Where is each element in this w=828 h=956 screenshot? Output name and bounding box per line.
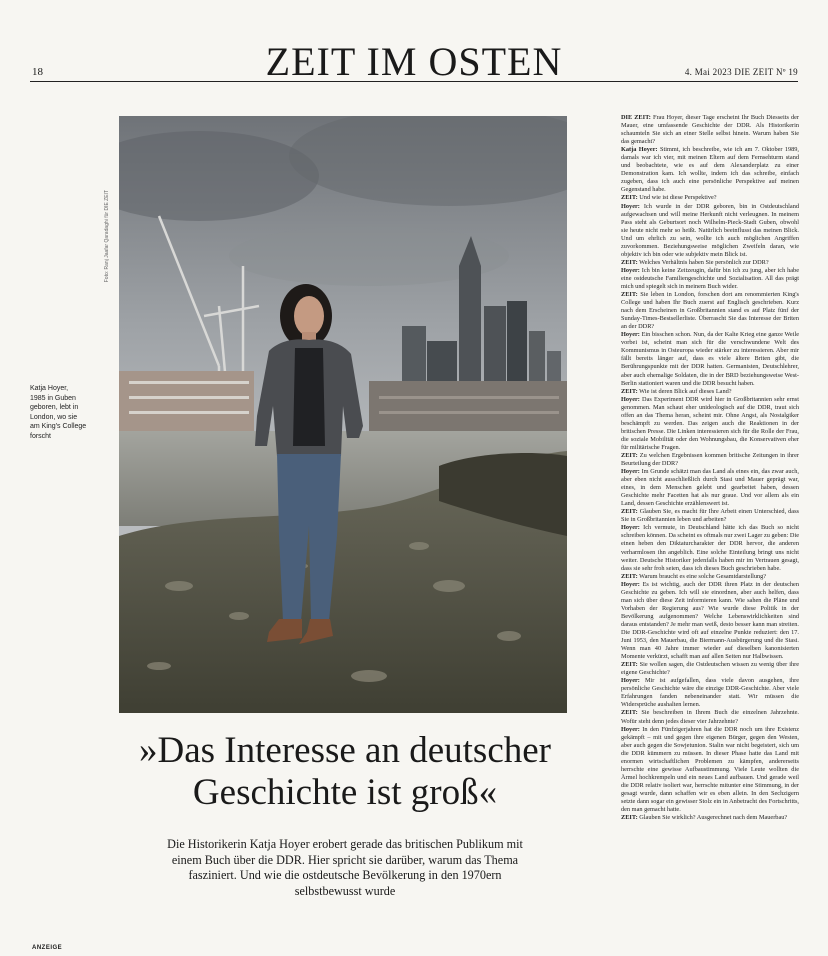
caption-line: am King's College bbox=[30, 423, 87, 430]
headline bbox=[100, 730, 590, 814]
speaker-label: ZEIT: bbox=[621, 387, 638, 395]
interview-paragraph bbox=[621, 259, 799, 267]
speaker-label: ZEIT: bbox=[621, 661, 638, 669]
paragraph-text: Und wie ist diese Perspektive? bbox=[637, 194, 717, 202]
speaker-label: Hoyer: bbox=[621, 331, 640, 339]
photo-illustration bbox=[119, 116, 567, 713]
headline-line: Geschichte ist groß« bbox=[192, 772, 498, 813]
paragraph-text: Mir ist aufgefallen, dass viele davon ausgehen, ihre persönliche Geschichte wäre die einzige DDR-Geschichte. Aber viele Erfahrungen fanden nebeneinander statt. Wir müssen die Widersprüche aushalten lernen. bbox=[621, 677, 799, 709]
paragraph-text: In den Fünfzigerjahren hat die DDR noch um ihre Existenz gekämpft – mit und gegen ihre eigenen Bürger, gegen den Westen, aber auch gegen die Sowjetunion. Stalin war nicht begeistert, sich um die DDR kümmern zu müssen. In dieser Phase hatte das Land mit enormen wirtschaftlichen Problemen zu kämpfen, andererseits herrschte eine gewisse Aufbaustimmung. Viele Leute wollten die Ärmel hochkrempeln und ein neues Land aufbauen. Und gerade weil die DDR relativ isoliert war, herrschte mitunter eine Stimmung, in der gesagt wurde, dann schaffen wir es eben allein. In den Sechzigern setzte dann sogar ein gewisser Stolz ein in Anbetracht des Fortschritts, den man gemacht hatte. bbox=[621, 725, 799, 814]
portrait-photo bbox=[119, 116, 567, 713]
lead-paragraph bbox=[150, 837, 540, 899]
lead-line: einem Buch über die DDR. Hier spricht sie darüber, warum das Thema bbox=[171, 852, 519, 867]
paragraph-text: Ich bin keine Zeitzeugin, dafür bin ich zu jung, aber ich habe eine ostdeutsche Familiengeschichte und Sozialisation. All das prägt mich und spiegelt sich in meinem Buch wider. bbox=[621, 266, 799, 290]
caption-line: forscht bbox=[30, 432, 52, 440]
paragraph-text: Im Grunde schätzt man das Land als eines ein, das zwar auch, aber eben nicht ausschließlich durch Stasi und Mauer geprägt war, eines, in dem Menschen gelebt und gearbeitet haben, dessen Geschichte mehr Facetten hat als nur graue. Und vor allem als ein Land, dessen Geschichte erzählenswert ist. bbox=[621, 468, 799, 508]
paragraph-text: Das Experiment DDR wird hier in Großbritannien sehr ernst genommen. Man schaut eher unideologisch auf die DDR, traut sich offen an das Thema heran, scheint mir. Ohne Angst, als Nostalgiker beschämpft zu werden. Das zeigen auch die Reaktionen in der britischen Presse. Die Linken interessieren sich für die Rolle der Frau, die soziale Mobilität oder den Wohnungsbau, die Konservativen eher für militärische Fragen. bbox=[621, 395, 799, 451]
interview-paragraph bbox=[621, 677, 799, 709]
speaker-label: Hoyer: bbox=[621, 266, 640, 274]
caption-line: London, wo sie bbox=[30, 413, 78, 421]
interview-paragraph bbox=[621, 661, 799, 677]
speaker-label: Hoyer: bbox=[621, 524, 640, 532]
caption-line: 1985 in Guben bbox=[30, 394, 76, 402]
speaker-label: ZEIT: bbox=[621, 709, 638, 717]
lead-line: fasziniert. Und wie die ostdeutsche Bevölkerung in den 1970ern bbox=[188, 868, 502, 882]
interview-paragraph bbox=[621, 573, 799, 581]
interview-paragraph bbox=[621, 814, 799, 822]
paragraph-text: Sie wollen sagen, die Ostdeutschen wissen zu wenig über ihre eigene Geschichte? bbox=[621, 661, 799, 677]
caption-line: Katja Hoyer, bbox=[30, 385, 69, 392]
paragraph-text: Ein bisschen schon. Nun, da der Kalte Krieg eine ganze Weile vorbei ist, scheint man sich für die verschwundene Welt des Kommunismus in Osteuropa wieder stärker zu interessieren. Aber mir fällt bereits länger auf, dass es viele ältere Briten gibt, die Berührungspunkte mit der DDR hatten. Germanisten, Deutschlehrer, aber auch ehemalige Soldaten, die in der BRD beziehungsweise West-Berlin stationiert waren und die DDR besucht haben. bbox=[621, 331, 799, 387]
photo-credit: Foto: Ranj Jaafar Qaradaghi für DIE ZEIT bbox=[104, 190, 110, 283]
interview-paragraph bbox=[621, 114, 799, 146]
interview-paragraph bbox=[621, 203, 799, 259]
interview-paragraph bbox=[621, 146, 799, 194]
interview-paragraph bbox=[621, 726, 799, 815]
headline-line: »Das Interesse an deutscher bbox=[139, 730, 551, 771]
speaker-label: Hoyer: bbox=[621, 725, 640, 733]
speaker-label: DIE ZEIT: bbox=[621, 114, 651, 121]
speaker-label: Hoyer: bbox=[621, 580, 640, 588]
paragraph-text: Sie beschreiben in Ihrem Buch die einzelnen Jahrzehnte. Wofür steht denn jedes dieser vier Jahrzehnte? bbox=[621, 709, 799, 725]
interview-paragraph bbox=[621, 194, 799, 202]
interview-paragraph bbox=[621, 524, 799, 572]
speaker-label: ZEIT: bbox=[621, 572, 638, 580]
paragraph-text: Es ist wichtig, auch der DDR ihren Platz in der deutschen Geschichte zu geben. Ich will sie einordnen, aber auch helfen, dass man sich über diese Zeit informieren kann. Wie sahen die Pläne und Vorhaben der Regierung aus? Wie wurde diese Politik in der Bevölkerung aufgenommen? Welche Lebenswirklichkeiten sind daraus entstanden? Je mehr man weiß, desto besser kann man streiten. Die DDR-Geschichte wird oft auf einzelne Punkte reduziert: den 17. Juni 1953, den Mauerbau, die Biermann-Ausbürgerung und die Stasi. Wenn man 40 Jahre immer wieder auf dieselben kanonisierten Momente verkürzt, schafft man auf allen Seiten nur Halbwissen. bbox=[621, 580, 799, 661]
lead-line: selbstbewusst wurde bbox=[294, 883, 396, 898]
header-rule bbox=[30, 81, 798, 82]
speaker-label: ZEIT: bbox=[621, 814, 638, 822]
page-number: 18 bbox=[32, 66, 43, 78]
interview-paragraph bbox=[621, 508, 799, 524]
interview-paragraph bbox=[621, 331, 799, 387]
interview-paragraph bbox=[621, 267, 799, 291]
speaker-label: ZEIT: bbox=[621, 291, 638, 299]
paragraph-text: Wie ist deren Blick auf dieses Land? bbox=[637, 387, 732, 395]
paragraph-text: Zu welchen Ergebnissen kommen britische Zeitungen in ihrer Beurteilung der DDR? bbox=[621, 451, 799, 468]
interview-paragraph bbox=[621, 709, 799, 725]
interview-paragraph bbox=[621, 468, 799, 508]
interview-paragraph bbox=[621, 452, 799, 468]
paragraph-text: Stimmt, ich beschreibe, wie ich am 7. Oktober 1989, damals war ich vier, mit meinen Eltern auf dem Fernsehturm stand und beobachtete, wie es auf dem Alexanderplatz zu einer Demonstration kam. Ich wollte, indem ich das schreibe, einfach zugeben, dass ich auch eine persönliche Perspektive auf meinen Gegenstand habe. bbox=[621, 146, 799, 194]
paragraph-text: Frau Hoyer, dieser Tage erscheint Ihr Buch Diesseits der Mauer, eine umfassende Geschichte der DDR. Als Historikerin schaumteln Sie sich an einer Stelle selbst hinein. Warum haben Sie das gemacht? bbox=[621, 114, 800, 146]
paragraph-text: Warum braucht es eine solche Gesamtdarstellung? bbox=[637, 572, 767, 580]
caption-line: geboren, lebt in bbox=[30, 404, 79, 411]
paragraph-text: Sie leben in London, forschen dort am renommierten King's College und haben Ihr Buch zuerst auf Englisch geschrieben. Kurz nach dem Erscheinen in Großbritannien stand es auf Platz fünf der Sunday-Times-Bestsellerliste. Überrascht Sie das Interesse der Briten an der DDR? bbox=[621, 291, 799, 331]
paragraph-text: Ich vermute, in Deutschland hätte ich das Buch so nicht schreiben können. Da scheint es oftmals nur zwei Lager zu geben: Die einen heben den Diktaturcharakter der DDR hervor, die anderen verharmlosen ihn angeblich. Eine solche Einteilung bringt uns nicht weiter. Deutsche Historiker jedenfalls haben mir im Vertrauen gesagt, dass sie sehr froh seien, dass ich dieses Buch geschrieben habe. bbox=[621, 524, 799, 572]
paragraph-text: Welches Verhältnis haben Sie persönlich zur DDR? bbox=[637, 258, 769, 266]
speaker-label: Katja Hoyer: bbox=[621, 146, 658, 154]
speaker-label: Hoyer: bbox=[621, 468, 640, 476]
speaker-label: ZEIT: bbox=[621, 451, 638, 459]
speaker-label: ZEIT: bbox=[621, 194, 638, 202]
speaker-label: Hoyer: bbox=[621, 677, 640, 685]
speaker-label: ZEIT: bbox=[621, 258, 638, 266]
interview-paragraph bbox=[621, 396, 799, 452]
speaker-label: Hoyer: bbox=[621, 395, 640, 403]
photo-caption bbox=[30, 384, 113, 441]
speaker-label: ZEIT: bbox=[621, 508, 638, 516]
interview-paragraph bbox=[621, 388, 799, 396]
speaker-label: Hoyer: bbox=[621, 202, 640, 210]
interview-paragraph bbox=[621, 291, 799, 331]
paragraph-text: Ich wurde in der DDR geboren, bin in Ostdeutschland aufgewachsen und will meine Herkunft nicht verleugnen. In meinem Pass steht als Geburtsort noch Wilhelm-Pieck-Stadt Guben, obwohl sie heute nicht mehr so heißt. Natürlich beeinflusst das meinen Blick. Und um ehrlich zu sein, wollte ich auch möglichen Angriffen zuvorkommen. Beziehungsweise möglichen Zweifeln daran, wie objektiv ich bin oder wie subjektiv mein Blick ist. bbox=[621, 202, 799, 258]
section-title: ZEIT IM OSTEN bbox=[265, 39, 563, 84]
interview-column bbox=[621, 114, 799, 822]
interview-paragraph bbox=[621, 581, 799, 661]
advertisement-label: ANZEIGE bbox=[32, 945, 63, 951]
issue-info: 4. Mai 2023 DIE ZEIT Nº 19 bbox=[684, 67, 798, 77]
lead-line: Die Historikerin Katja Hoyer erobert gerade das britischen Publikum mit bbox=[167, 837, 523, 851]
paragraph-text: Glauben Sie wirklich? Ausgerechnet nach dem Mauerbau? bbox=[637, 814, 788, 822]
paragraph-text: Glauben Sie, es macht für Ihre Arbeit einen Unterschied, dass Sie in Großbritannien leben und arbeiten? bbox=[621, 508, 799, 524]
